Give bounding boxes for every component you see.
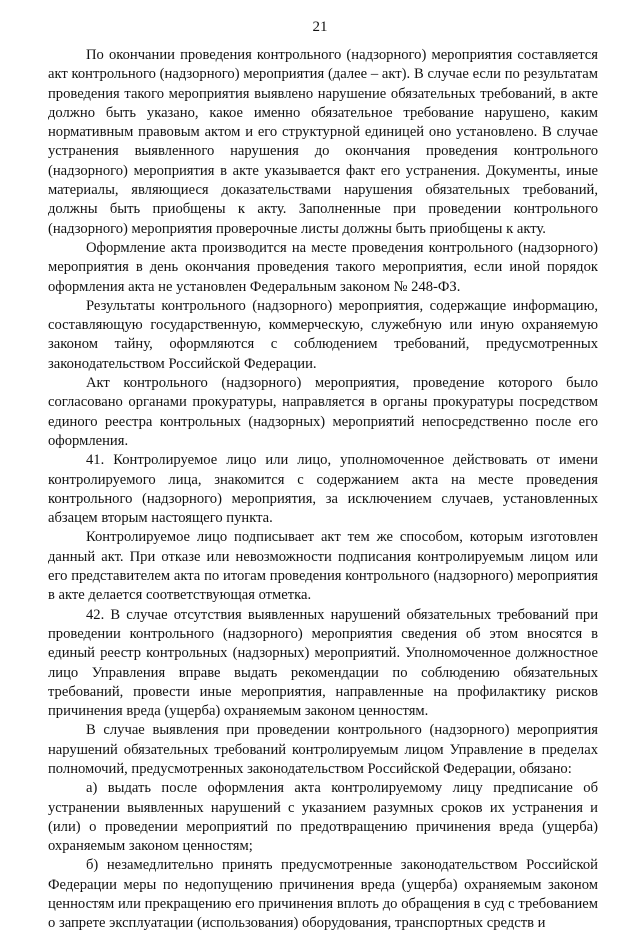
page-number: 21 xyxy=(312,19,328,35)
paragraph: Акт контрольного (надзорного) мероприятия, проведение которого было согласовано органами прокуратуры, направляется в органы прокуратуры посредством единого реестра контрольных (надзорных) мероприятий непосредственно после его оформления. xyxy=(48,375,598,449)
paragraph-subitem-a: а) выдать после оформления акта контролируемому лицу предписание об устранении выявленных нарушений с указанием разумных сроков их устранения и (или) о проведении мероприятий по предотвращению причинения вреда (ущерба) охраняемым законом ценностям; xyxy=(48,780,598,855)
paragraph-item-41: 41. Контролируемое лицо или лицо, уполномоченное действовать от имени контролируемого лица, знакомится с содержанием акта на месте проведения контрольного (надзорного) мероприятия, за исключением случаев, установленных абзацем вторым настоящего пункта. xyxy=(48,452,598,527)
paragraph: Оформление акта производится на месте проведения контрольного (надзорного) мероприятия в день окончания проведения такого мероприятия, если иной порядок оформления акта не установлен Федеральным законом № 248-ФЗ. xyxy=(48,239,598,295)
paragraph: Контролируемое лицо подписывает акт тем же способом, которым изготовлен данный акт. При отказе или невозможности подписания контролируемым лицом или его представителем акта по итогам проведения контрольного (надзорного) мероприятия в акте делается соответствующая отметка. xyxy=(48,529,598,604)
paragraph: По окончании проведения контрольного (надзорного) мероприятия составляется акт контрольного (надзорного) мероприятия (далее – акт). В случае если по результатам проведения такого мероприятия выявлено нарушение обязательных требований, в акте должно быть указано, какое именно обязательное требование нарушено, каким нормативным правовым актом и его структурной единицей оно установлено. В случае устранения выявленного нарушения до окончания проведения контрольного (надзорного) мероприятия в акте указывается факт его устранения. Документы, иные материалы, являющиеся доказательствами нарушения обязательных требований, должны быть приобщены к акту. Заполненные при проведении контрольного (надзорного) мероприятия проверочные листы должны быть приобщены к акту. xyxy=(48,47,598,237)
paragraph-item-42: 42. В случае отсутствия выявленных нарушений обязательных требований при проведении контрольного (надзорного) мероприятия сведения об этом вносятся в единый реестр контрольных (надзорных) мероприятий. Уполномоченное должностное лицо Управления вправе выдать рекомендации по соблюдению обязательных требований, провести иные мероприятия, направленные на профилактику рисков причинения вреда (ущерба) охраняемым законом ценностям. xyxy=(48,606,598,720)
paragraph: В случае выявления при проведении контрольного (надзорного) мероприятия нарушений обязательных требований контролируемым лицом Управление в пределах полномочий, предусмотренных законодательством Российской Федерации, обязано: xyxy=(48,722,598,777)
document-body xyxy=(48,46,598,934)
paragraph: Результаты контрольного (надзорного) мероприятия, содержащие информацию, составляющую государственную, коммерческую, служебную или иную охраняемую законом тайну, оформляются с соблюдением требований, предусмотренных законодательством Российской Федерации. xyxy=(48,297,598,372)
paragraph-subitem-b: б) незамедлительно принять предусмотренные законодательством Российской Федерации меры по недопущению причинения вреда (ущерба) охраняемым законом ценностям или прекращению его причинения вплоть до обращения в суд с требованием о запрете эксплуатации (использования) оборудования, транспортных средств и xyxy=(48,857,598,932)
